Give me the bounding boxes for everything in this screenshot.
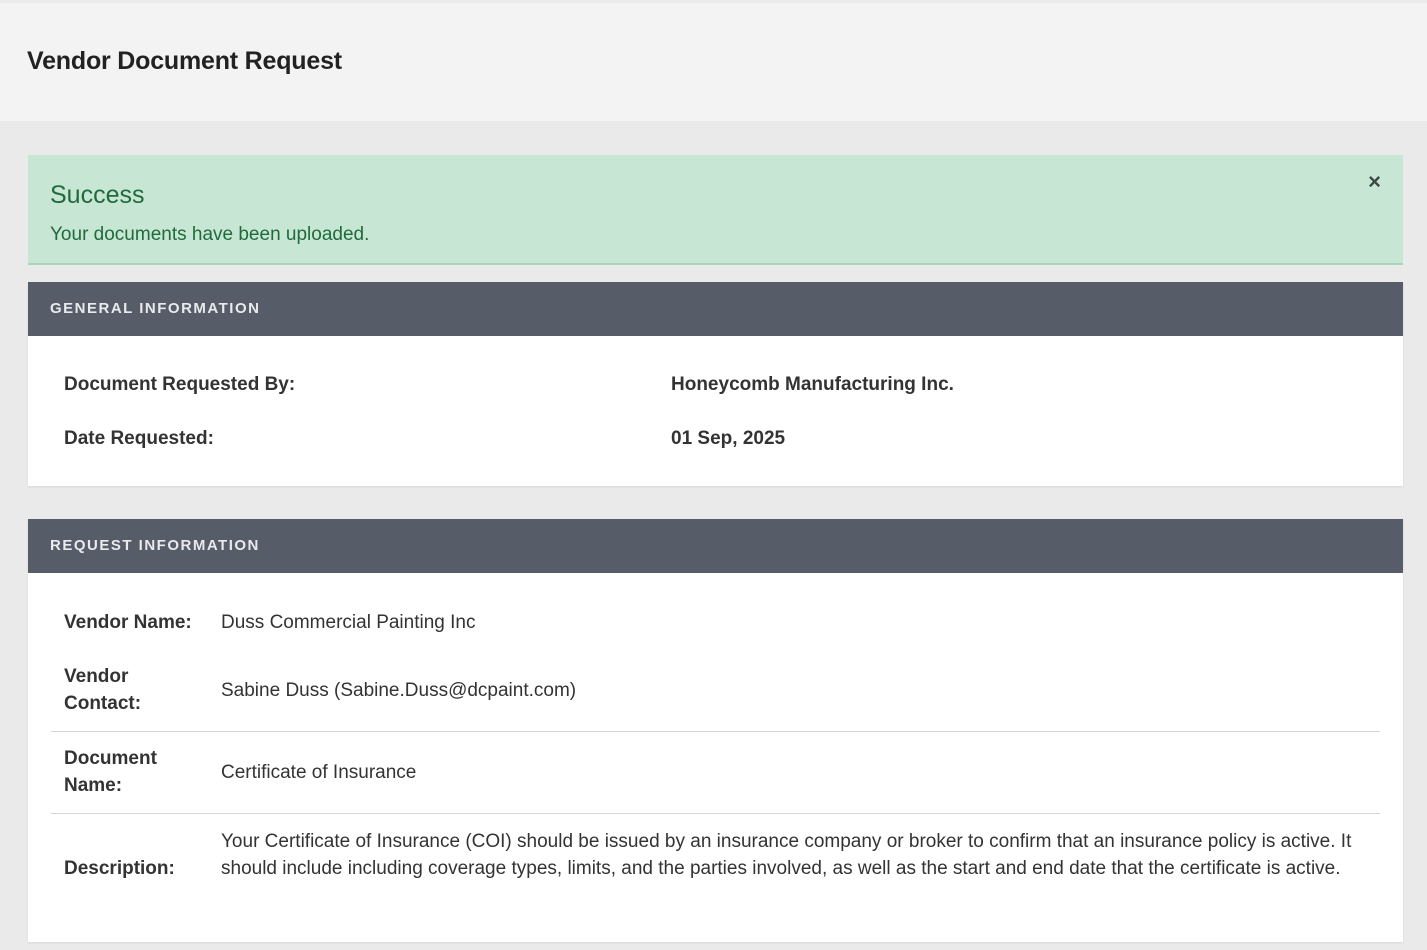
requested-by-value: Honeycomb Manufacturing Inc.	[671, 374, 954, 395]
requested-by-label: Document Requested By:	[64, 374, 296, 395]
success-alert	[28, 155, 1403, 265]
alert-title: Success	[50, 181, 145, 209]
date-requested-label: Date Requested:	[64, 428, 214, 449]
document-name-value: Certificate of Insurance	[221, 762, 417, 783]
description-value: Your Certificate of Insurance (COI) should be issued by an insurance company or broker to confirm that an insurance policy is active. It should include including coverage types, limits, and the parties involved, as well as the start and end date that the certificate is active.	[221, 831, 1352, 879]
document-name-label: Document Name:	[64, 748, 157, 796]
page-header	[0, 3, 1427, 121]
row-divider	[51, 731, 1380, 732]
date-requested-value: 01 Sep, 2025	[671, 428, 786, 449]
vendor-name-value: Duss Commercial Painting Inc	[221, 612, 476, 633]
vendor-contact-value: Sabine Duss (Sabine.Duss@dcpaint.com)	[221, 680, 577, 701]
general-information-heading: GENERAL INFORMATION	[28, 282, 1403, 336]
general-information-panel	[28, 282, 1403, 486]
request-information-panel	[28, 519, 1403, 942]
alert-message: Your documents have been uploaded.	[50, 224, 370, 245]
page-title: Vendor Document Request	[27, 47, 342, 75]
row-divider	[51, 813, 1380, 814]
vendor-name-label: Vendor Name:	[64, 612, 192, 633]
description-label: Description:	[64, 858, 175, 879]
request-information-heading: REQUEST INFORMATION	[28, 519, 1403, 573]
close-icon[interactable]: ×	[1368, 169, 1381, 194]
vendor-contact-label: Vendor Contact:	[64, 666, 142, 714]
